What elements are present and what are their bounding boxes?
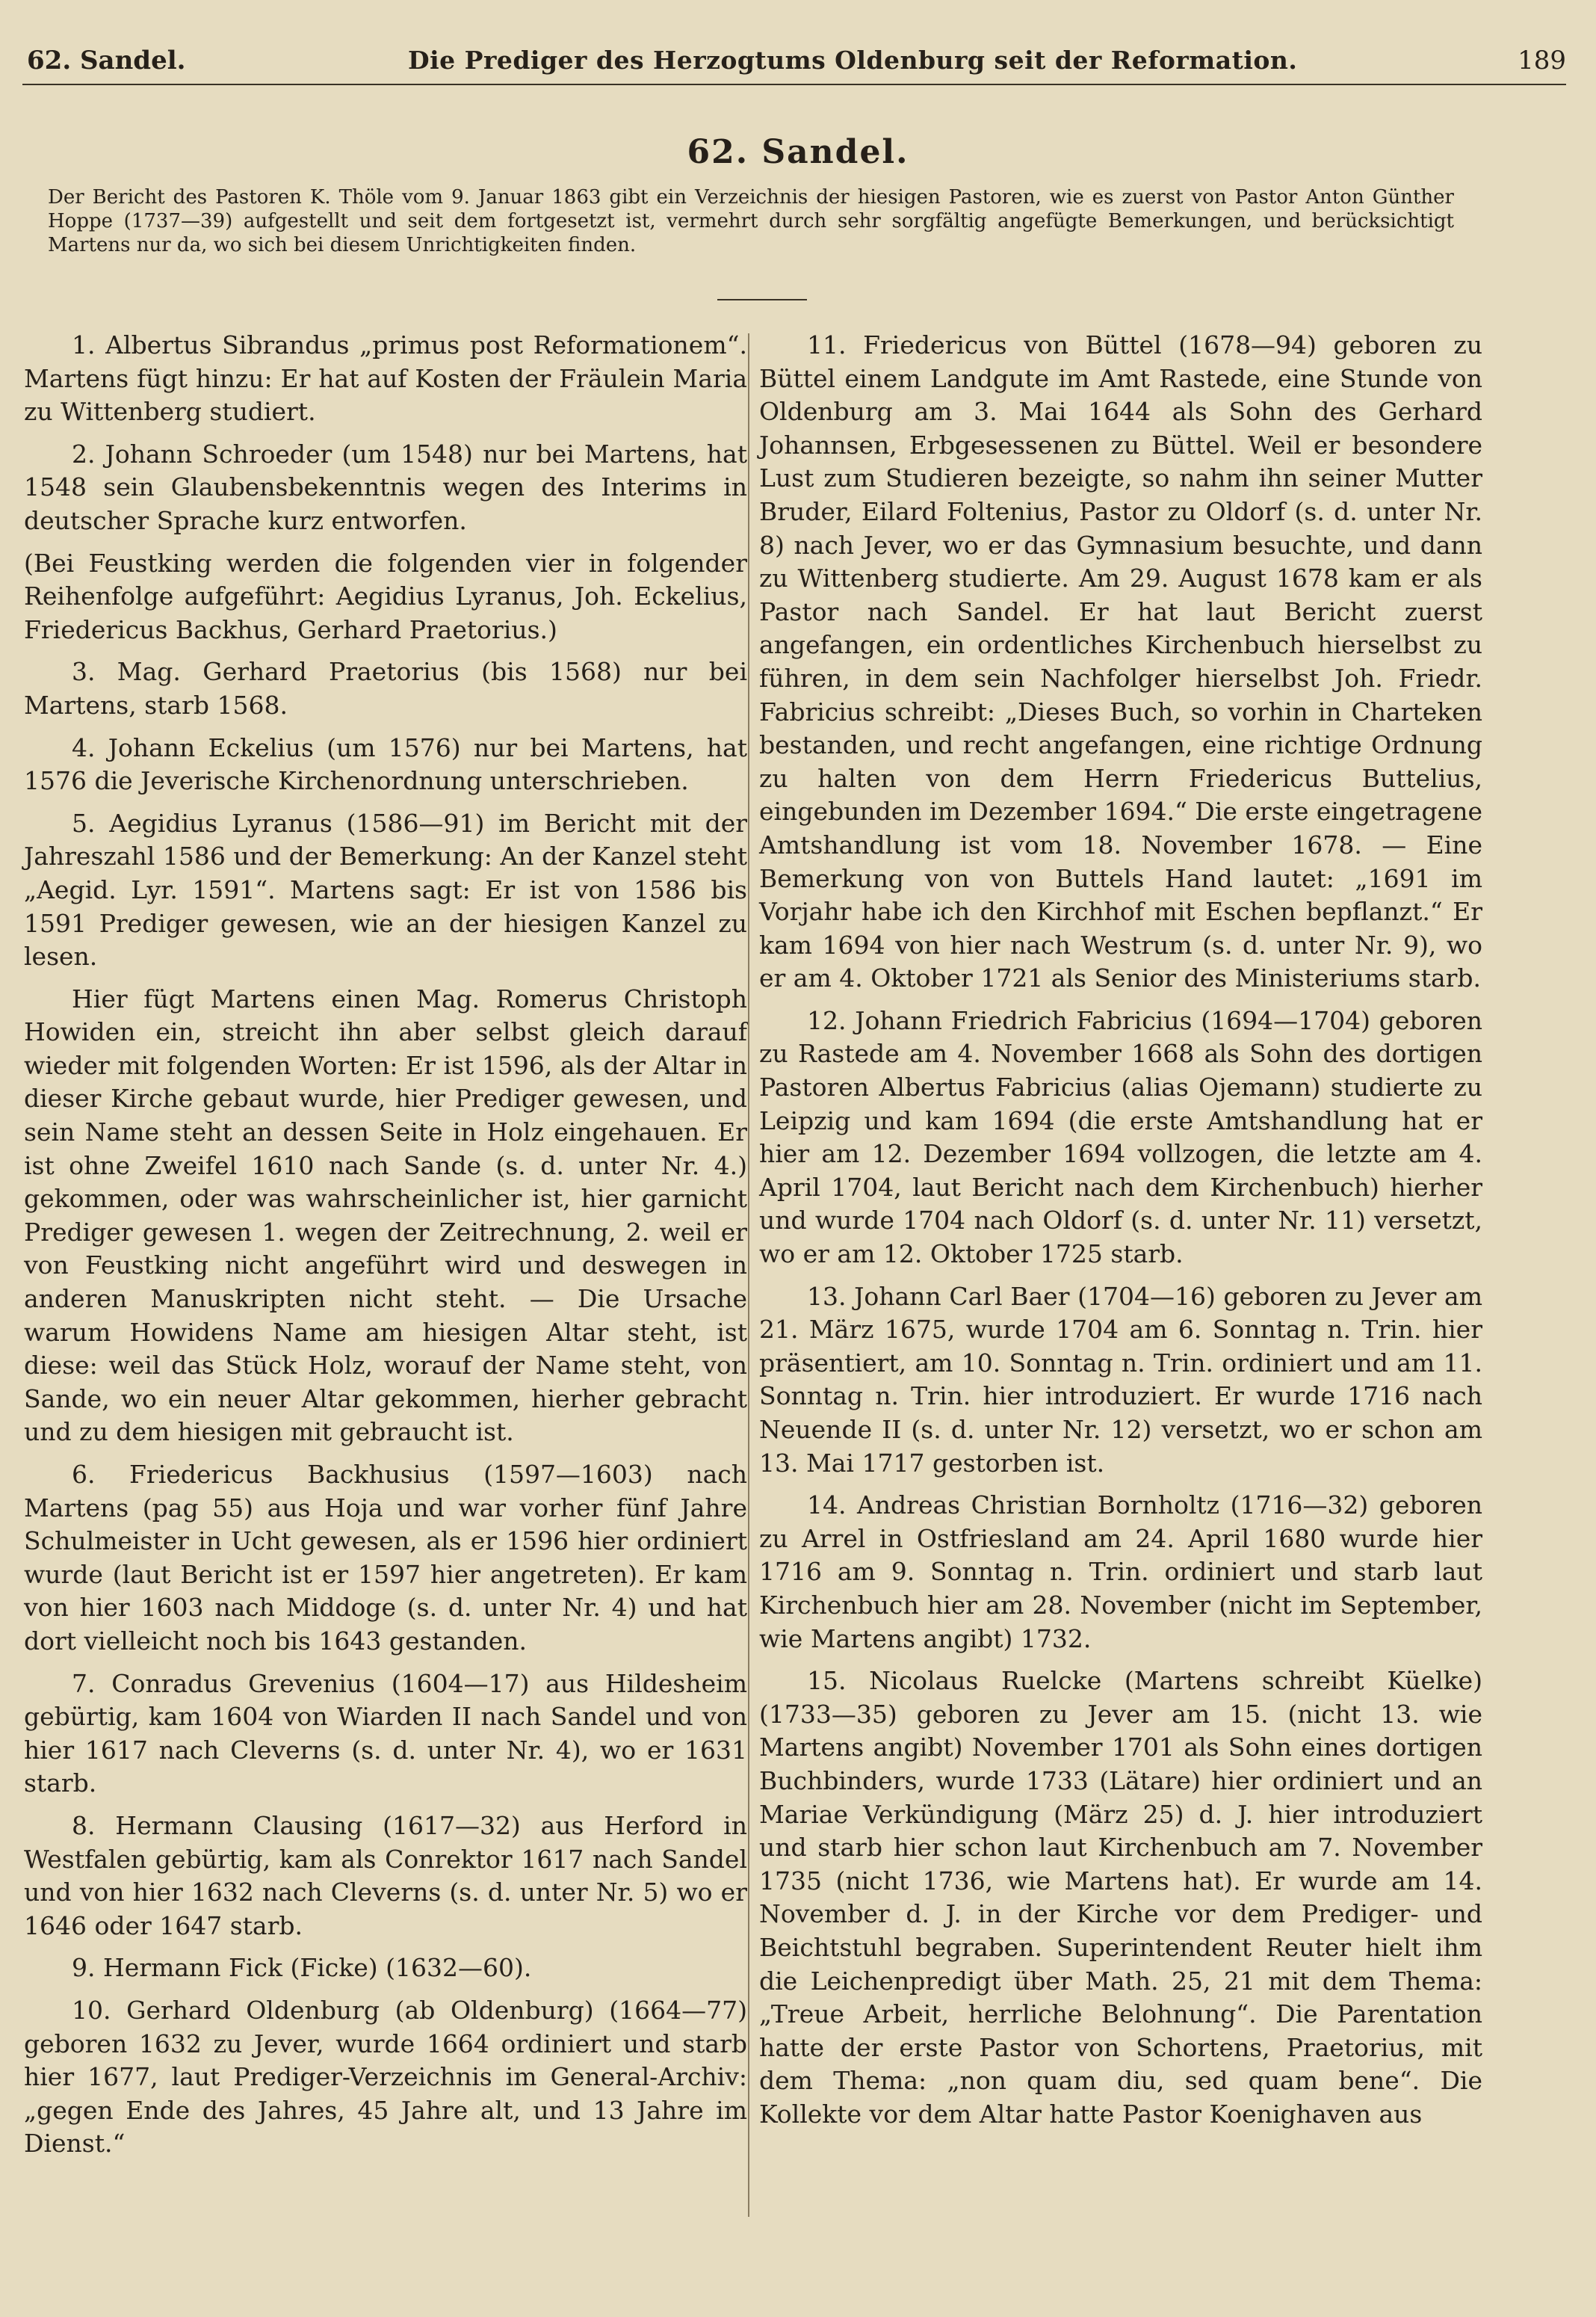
entry-7: 7. Conradus Grevenius (1604—17) aus Hildesheim gebürtig, kam 1604 von Wiarden II nach Sandel und von hier 1617 nach Cleverns (s. d. unter Nr. 4), wo er 1631 starb. — [24, 1668, 747, 1798]
entry-13: 13. Johann Carl Baer (1704—16) geboren zu Jever am 21. März 1675, wurde 1704 am 6. Sonntag n. Trin. hier präsentiert, am 10. Sonntag n. Trin. ordiniert und am 11. Sonntag n. Trin. hier introduziert. Er wurde 1716 nach Neuende II (s. d. unter Nr. 12) versetzt, wo er schon am 13. Mai 1717 gestorben ist. — [759, 1281, 1482, 1478]
intro-text: Der Bericht des Pastoren K. Thöle vom 9. Januar 1863 gibt ein Verzeichnis der hiesigen Pastoren, wie es zuerst von Pastor Anton Günther Hoppe (1737—39) aufgestellt und seit dem fortgesetzt ist, vermehrt durch sehr sorgfältig angefügte Bemerkungen, und berücksichtigt Martens nur da, wo sich bei diesem Unrichtigkeiten finden. — [48, 186, 1454, 256]
entry-2: 2. Johann Schroeder (um 1548) nur bei Martens, hat 1548 sein Glaubensbekenntnis wegen des Interims in deutscher Sprache kurz entworfen. — [24, 439, 747, 535]
intro-divider — [717, 299, 807, 300]
page-number: 189 — [1518, 46, 1566, 75]
header-rule — [22, 84, 1566, 85]
section-title: 62. Sandel. — [687, 133, 909, 171]
entry-14: 14. Andreas Christian Bornholtz (1716—32) geboren zu Arrel in Ostfriesland am 24. April 1680 wurde hier 1716 am 9. Sonntag n. Trin. ordiniert und starb laut Kirchenbuch hier am 28. November (nicht im September, wie Martens angibt) 1732. — [759, 1490, 1482, 1653]
intro-paragraph — [48, 185, 1454, 257]
entry-11: 11. Friedericus von Büttel (1678—94) geboren zu Büttel einem Landgute im Amt Rastede, eine Stunde von Oldenburg am 3. Mai 1644 als Sohn des Gerhard Johannsen, Erbgesessenen zu Büttel. Weil er besondere Lust zum Studieren bezeigte, so nahm ihn seiner Mutter Bruder, Eilard Foltenius, Pastor zu Oldorf (s. d. unter Nr. 8) nach Jever, wo er das Gymnasium besuchte, und dann zu Wittenberg studierte. Am 29. August 1678 kam er als Pastor nach Sandel. Er hat laut Bericht zuerst angefangen, ein ordentliches Kirchenbuch hierselbst zu führen, in dem sein Nachfolger hierselbst Joh. Friedr. Fabricius schreibt: „Dieses Buch, so vorhin in Charteken bestanden, und recht angefangen, eine richtige Ordnung zu halten von dem Herrn Friedericus Buttelius, eingebunden im Dezember 1694.“ Die erste eingetragene Amtshandlung ist vom 18. November 1678. — Eine Bemerkung von von Buttels Hand lautet: „1691 im Vorjahr habe ich den Kirchhof mit Eschen bepflanzt.“ Er kam 1694 von hier nach Westrum (s. d. unter Nr. 9), wo er am 4. Oktober 1721 als Senior des Ministeriums starb. — [759, 330, 1482, 993]
entry-3: 3. Mag. Gerhard Praetorius (bis 1568) nur bei Martens, starb 1568. — [24, 657, 747, 720]
entry-15: 15. Nicolaus Ruelcke (Martens schreibt Küelke) (1733—35) geboren zu Jever am 15. (nicht 13. wie Martens angibt) November 1701 als Sohn eines dortigen Buchbinders, wurde 1733 (Lätare) hier ordiniert und an Mariae Verkündigung (März 25) d. J. hier introduziert und starb hier schon laut Kirchenbuch am 7. November 1735 (nicht 1736, wie Martens hat). Er wurde am 14. November d. J. in der Kirche vor dem Prediger- und Beichtstuhl begraben. Superintendent Reuter hielt ihm die Leichenpredigt über Math. 25, 21 mit dem Thema: „Treue Arbeit, herrliche Belohnung“. Die Parentation hatte der erste Pastor von Schortens, Praetorius, mit dem Thema: „non quam diu, sed quam bene“. Die Kollekte vor dem Altar hatte Pastor Koenighaven aus — [759, 1666, 1482, 2129]
entry-8: 8. Hermann Clausing (1617—32) aus Herford in Westfalen gebürtig, kam als Conrektor 1617 nach Sandel und von hier 1632 nach Cleverns (s. d. unter Nr. 5) wo er 1646 oder 1647 starb. — [24, 1810, 747, 1940]
left-column — [24, 329, 747, 2170]
entry-6: 6. Friedericus Backhusius (1597—1603) nach Martens (pag 55) aus Hoja und war vorher fünf Jahre Schulmeister in Ucht gewesen, als er 1596 hier ordiniert wurde (laut Bericht ist er 1597 hier angetreten). Er kam von hier 1603 nach Middoge (s. d. unter Nr. 4) und hat dort vielleicht noch bis 1643 gestanden. — [24, 1460, 747, 1656]
entry-5: 5. Aegidius Lyranus (1586—91) im Bericht mit der Jahreszahl 1586 und der Bemerkung: An der Kanzel steht „Aegid. Lyr. 1591“. Martens sagt: Er ist von 1586 bis 1591 Prediger gewesen, wie an der hiesigen Kanzel zu lesen. — [24, 808, 747, 972]
entry-4: 4. Johann Eckelius (um 1576) nur bei Martens, hat 1576 die Jeverische Kirchenordnung unterschrieben. — [24, 732, 747, 796]
entry-1: 1. Albertus Sibrandus „primus post Reformationem“. Martens fügt hinzu: Er hat auf Kosten der Fräulein Maria zu Wittenberg studiert. — [24, 330, 747, 427]
running-head-section: 62. Sandel. — [27, 46, 186, 75]
entry-9: 9. Hermann Fick (Ficke) (1632—60). — [72, 1953, 532, 1983]
running-head-title: Die Prediger des Herzogtums Oldenburg seit der Reformation. — [408, 46, 1298, 75]
column-divider — [748, 333, 749, 2217]
entry-howiden-note: Hier fügt Martens einen Mag. Romerus Christoph Howiden ein, streicht ihn aber selbst gleich darauf wieder mit folgenden Worten: Er ist 1596, als der Altar in dieser Kirche gebaut wurde, hier Prediger gewesen, und sein Name steht an dessen Seite in Holz eingehauen. Er ist ohne Zweifel 1610 nach Sande (s. d. unter Nr. 4.) gekommen, oder was wahrscheinlicher ist, hier garnicht Prediger gewesen 1. wegen der Zeitrechnung, 2. weil er von Feustking nicht angeführt wird und deswegen in anderen Manuskripten nicht steht. — Die Ursache warum Howidens Name am hiesigen Altar steht, ist diese: weil das Stück Holz, worauf der Name steht, von Sande, wo ein neuer Altar gekommen, hierher gebracht und zu dem hiesigen mit gebraucht ist. — [24, 984, 747, 1447]
right-column — [759, 329, 1482, 2140]
entry-10: 10. Gerhard Oldenburg (ab Oldenburg) (1664—77) geboren 1632 zu Jever, wurde 1664 ordiniert und starb hier 1677, laut Prediger-Verzeichnis im General-Archiv: „gegen Ende des Jahres, 45 Jahre alt, und 13 Jahre im Dienst.“ — [24, 1995, 747, 2159]
entry-12: 12. Johann Friedrich Fabricius (1694—1704) geboren zu Rastede am 4. November 1668 als Sohn des dortigen Pastoren Albertus Fabricius (alias Ojemann) studierte zu Leipzig und kam 1694 (die erste Amtshandlung hat er hier am 12. Dezember 1694 vollzogen, die letzte am 4. April 1704, laut Bericht nach dem Kirchenbuch) hierher und wurde 1704 nach Oldorf (s. d. unter Nr. 11) versetzt, wo er am 12. Oktober 1725 starb. — [759, 1005, 1482, 1269]
running-head — [27, 43, 1566, 78]
entry-note-feustking: (Bei Feustking werden die folgenden vier in folgender Reihenfolge aufgeführt: Aegidius Lyranus, Joh. Eckelius, Friedericus Backhus, Gerhard Praetorius.) — [24, 548, 747, 644]
